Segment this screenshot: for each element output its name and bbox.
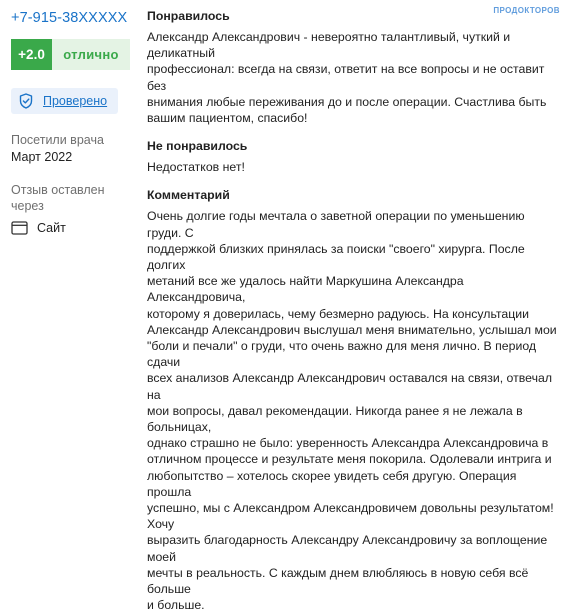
comment-title: Комментарий [147,188,230,203]
comment-line: Очень долгие годы мечтала о заветной операции по уменьшению груди. С [147,209,525,240]
visited-date: Март 2022 [11,150,73,164]
source-value: Сайт [37,221,66,235]
rating-score: +2.0 [11,39,52,70]
comment-line: "боли и печали" о груди, что очень важно для меня лично. В период сдачи [147,339,537,370]
liked-line: профессионал: всегда на связи, ответит на все вопросы и не оставит без [147,62,545,93]
source-info [11,182,136,235]
watermark-logo: ПРОДОКТОРОВ [493,6,560,15]
rating-badge [11,39,130,70]
comment-line: которому я доверилась, чему безмерно радуюсь. На консультации [147,306,530,321]
comment-line: однако страшно не было: уверенность Александра Александровича в [147,436,549,451]
comment-line: мечты в реальность. С каждым днем влюбляюсь в новую себя всё больше [147,565,529,597]
rating-label: отлично [52,39,130,70]
comment-line: отличном процессе и результате меня покорила. Одолевали интрига и [147,452,552,467]
comment-line: и больше. [147,598,205,613]
browser-window-icon [11,221,28,235]
review-sidebar [11,0,136,235]
liked-title: Понравилось [147,9,230,23]
liked-line: внимания любые переживания до и после операции. Счастлива быть [147,94,547,109]
verified-link[interactable]: Проверено [43,94,108,108]
source-label: Отзыв оставлен через [11,183,105,213]
shield-check-icon [19,93,33,109]
phone-number[interactable]: +7-915-38XXXXX [11,10,128,26]
source-row [11,221,136,235]
comment-line: Александр Александрович выслушал меня внимательно, услышал мои [147,322,557,337]
comment-line: поддержкой близких принялась за поиски "своего" хирурга. После долгих [147,241,525,273]
comment-line: мои вопросы, давал рекомендации. Никогда ранее я не лежала в больницах, [147,403,523,435]
visited-label: Посетили врача [11,133,104,147]
liked-line: Александр Александрович - невероятно талантливый, чуткий и деликатный [147,30,511,61]
liked-text [147,29,557,126]
comment-line: всех анализов Александр Александрович оставался на связи, отвечал на [147,371,552,402]
disliked-text: Недостатков нет! [147,160,245,175]
verified-badge[interactable] [11,88,118,114]
comment-line: выразить благодарность Александру Александровичу за воплощение моей [147,533,548,564]
comment-line: успешно, мы с Александром Александровичем довольны результатом! Хочу [147,501,554,532]
disliked-title: Не понравилось [147,139,248,154]
comment-line: метаний все же удалось найти Маркушина Александра Александровича, [147,274,464,305]
comment-text [147,208,557,613]
liked-line: вашим пациентом, спасибо! [147,111,308,126]
review-body [147,0,557,614]
visit-info [11,132,136,165]
comment-line: любопытство – хотелось скорее увидеть себя другую. Операция прошла [147,468,517,499]
